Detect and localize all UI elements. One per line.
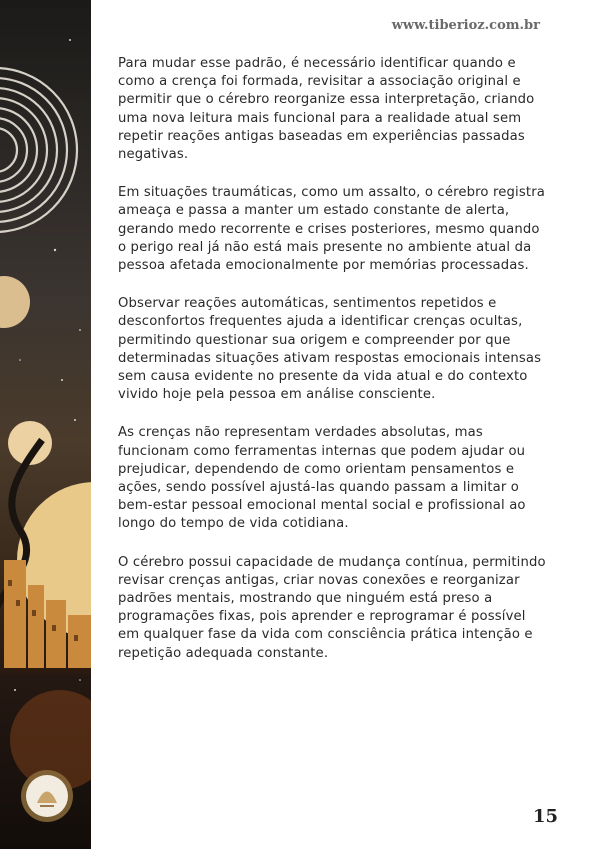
decorative-art-strip xyxy=(0,0,91,849)
site-url[interactable]: www.tiberioz.com.br xyxy=(391,18,540,33)
page-number: 15 xyxy=(532,806,558,827)
body-text xyxy=(118,55,548,683)
paragraph-3: Observar reações automáticas, sentimentos repetidos e desconfortos frequentes ajuda a identificar crenças ocultas, permitindo questionar sua origem e compreender por que determinadas situações ativam respostas emocionais intensas sem causa evidente no presente da vida atual e do contexto vivido hoje pela pessoa em análise consciente. xyxy=(118,296,542,403)
cosmic-illustration xyxy=(0,0,91,849)
swirl-rings xyxy=(0,68,77,232)
emblem-logo xyxy=(21,770,73,822)
moon-small xyxy=(0,276,30,328)
paragraph-1: Para mudar esse padrão, é necessário identificar quando e como a crença foi formada, revisitar a associação original e permitir que o cérebro reorganize essa interpretação, criando uma nova leitura mais funcional para a realidade atual sem repetir reações antigas baseadas em experiências passadas negativas. xyxy=(118,56,535,163)
paragraph-2: Em situações traumáticas, como um assalto, o cérebro registra ameaça e passa a manter um estado constante de alerta, gerando medo recorrente e crises posteriores, mesmo quando o perigo real já não está mais presente no ambiente atual da pessoa afetada emocionalmente por memórias processadas. xyxy=(118,185,546,274)
paragraph-4: As crenças não representam verdades absolutas, mas funcionam como ferramentas internas que podem ajudar ou prejudicar, dependendo de como orientam pensamentos e ações, sendo possível ajustá-las quando passam a limitar o bem-estar pessoal emocional mental social e profissional ao longo do tempo de vida cotidiana. xyxy=(118,425,526,532)
paragraph-5: O cérebro possui capacidade de mudança contínua, permitindo revisar crenças antigas, criar novas conexões e reorganizar padrões mentais, mostrando que ninguém está preso a programações fixas, pois aprender e reprogramar é possível em qualquer fase da vida com consciência prática intenção e repetição adequada constante. xyxy=(118,554,546,661)
